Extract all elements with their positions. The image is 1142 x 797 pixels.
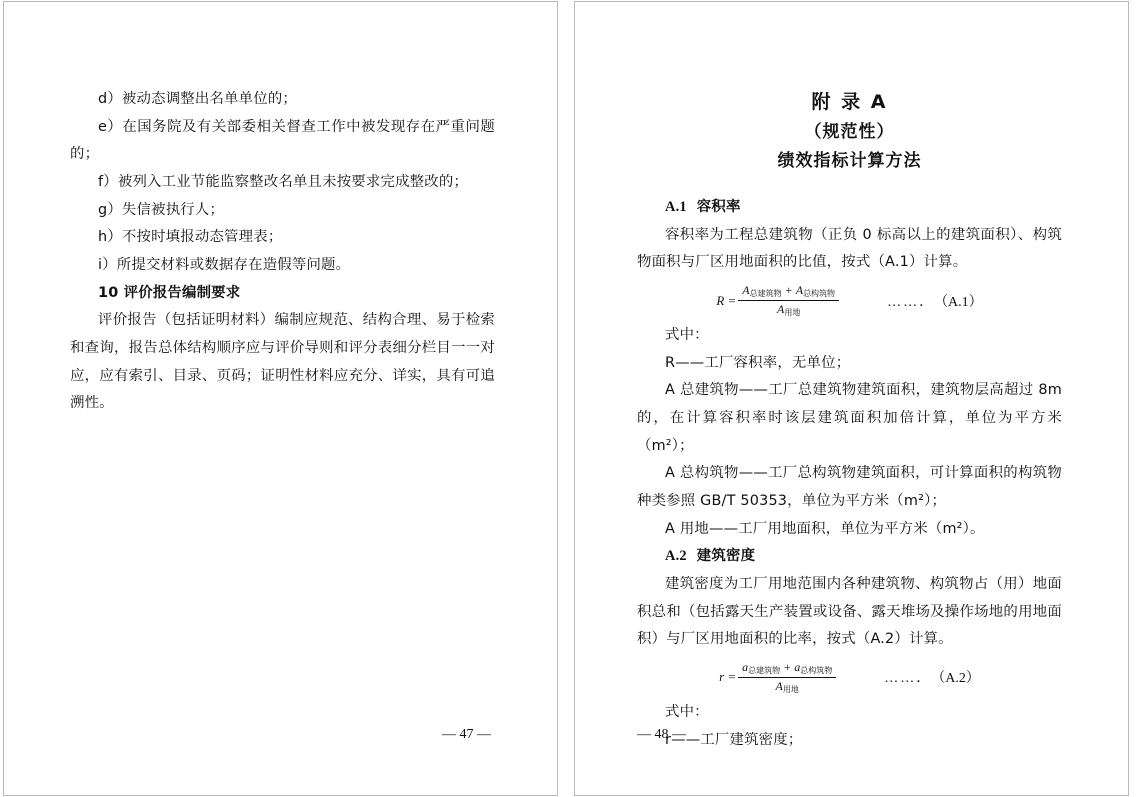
formula-a2-label: （A.2） — [938, 671, 980, 687]
formula-a1-lhs: R = — [716, 292, 737, 308]
leader-dots: ……． — [884, 671, 933, 687]
list-item: d）被动态调整出名单单位的； — [98, 91, 298, 107]
appendix-title: 附 录 A — [811, 91, 888, 113]
page-left-content — [4, 2, 557, 795]
list-item: h）不按时填报动态管理表； — [98, 229, 283, 246]
list-item: f）被列入工业节能监察整改名单且未按要求完成整改的； — [98, 173, 469, 190]
page-number: — 47 — — [442, 727, 491, 742]
leader-dots: ……． — [887, 294, 936, 310]
section-a2-number: A.2 — [665, 548, 687, 565]
formula-a1-number — [887, 291, 983, 311]
formula-a1-label: （A.1） — [941, 294, 983, 310]
definition-item: r——工厂建筑密度； — [665, 731, 803, 748]
section-a1-where-label: 式中： — [665, 327, 709, 344]
page-left — [3, 1, 558, 796]
definition-item: A 总构筑物——工厂总构筑物建筑面积，可计算面积的构筑物种类参照 GB/T 50353，单位为平方米（m²）； — [637, 465, 1062, 509]
formula-a1 — [637, 283, 1062, 318]
section-a2-intro: 建筑密度为工厂用地范围内各种建筑物、构筑物占（用）地面积总和（包括露天生产装置或设备、露天堆场及操作场地的用地面积）与厂区用地面积的比率，按式（A.2）计算。 — [637, 575, 1062, 648]
formula-a1-numerator: $A_{总建筑物} + A_{总构筑物}$ — [742, 283, 836, 299]
section-a2-title: 建筑密度 — [696, 548, 756, 565]
formula-a1-expression — [716, 283, 841, 318]
formula-a2-fraction — [738, 660, 836, 695]
section-a2-where-label: 式中： — [665, 703, 709, 720]
section-a1-intro: 容积率为工程总建筑物（正负 0 标高以上的建筑面积）、构筑物面积与厂区用地面积的比值，按式（A.1）计算。 — [637, 226, 1062, 271]
page-right — [574, 1, 1129, 796]
section-heading: 10 评价报告编制要求 — [98, 284, 241, 301]
formula-a2 — [637, 660, 1062, 695]
definition-item: A 总建筑物——工厂总建筑物建筑面积，建筑物层高超过 8m 的，在计算容积率时该层建筑面积加倍计算，单位为平方米（m²）； — [637, 382, 1062, 454]
formula-a1-denominator: $A_{用地}$ — [777, 302, 801, 318]
list-item: i）所提交材料或数据存在造假等问题。 — [98, 256, 351, 273]
formula-a2-number — [884, 667, 980, 687]
section-a1-number: A.1 — [665, 199, 687, 216]
section-a2-heading — [637, 543, 1062, 571]
formula-a2-lhs: r = — [719, 669, 737, 685]
page-right-content — [575, 2, 1128, 795]
formula-a2-numerator: $a_{总建筑物} + a_{总构筑物}$ — [742, 659, 833, 675]
list-item: g）失信被执行人； — [98, 201, 225, 218]
section-a1-heading — [637, 194, 1062, 222]
page-number: — 48 — — [637, 727, 686, 742]
section-body: 评价报告（包括证明材料）编制应规范、结构合理、易于检索和查询，报告总体结构顺序应与评价导则和评分表细分栏目一一对应，应有索引、目录、页码；证明性材料应充分、详实，具有可追溯性。 — [70, 312, 495, 412]
section-a1-title: 容积率 — [696, 199, 741, 216]
appendix-subtitle-2: 绩效指标计算方法 — [777, 151, 922, 172]
definition-item: R——工厂容积率，无单位； — [665, 354, 851, 371]
appendix-subtitle: （规范性） — [804, 122, 895, 143]
formula-a2-expression — [719, 660, 838, 695]
formula-a2-denominator: $A_{用地}$ — [775, 678, 799, 694]
definition-item: A 用地——工厂用地面积，单位为平方米（m²）。 — [665, 520, 985, 537]
list-item: e）在国务院及有关部委相关督查工作中被发现存在严重问题的； — [70, 118, 495, 163]
formula-a1-fraction — [738, 283, 839, 318]
